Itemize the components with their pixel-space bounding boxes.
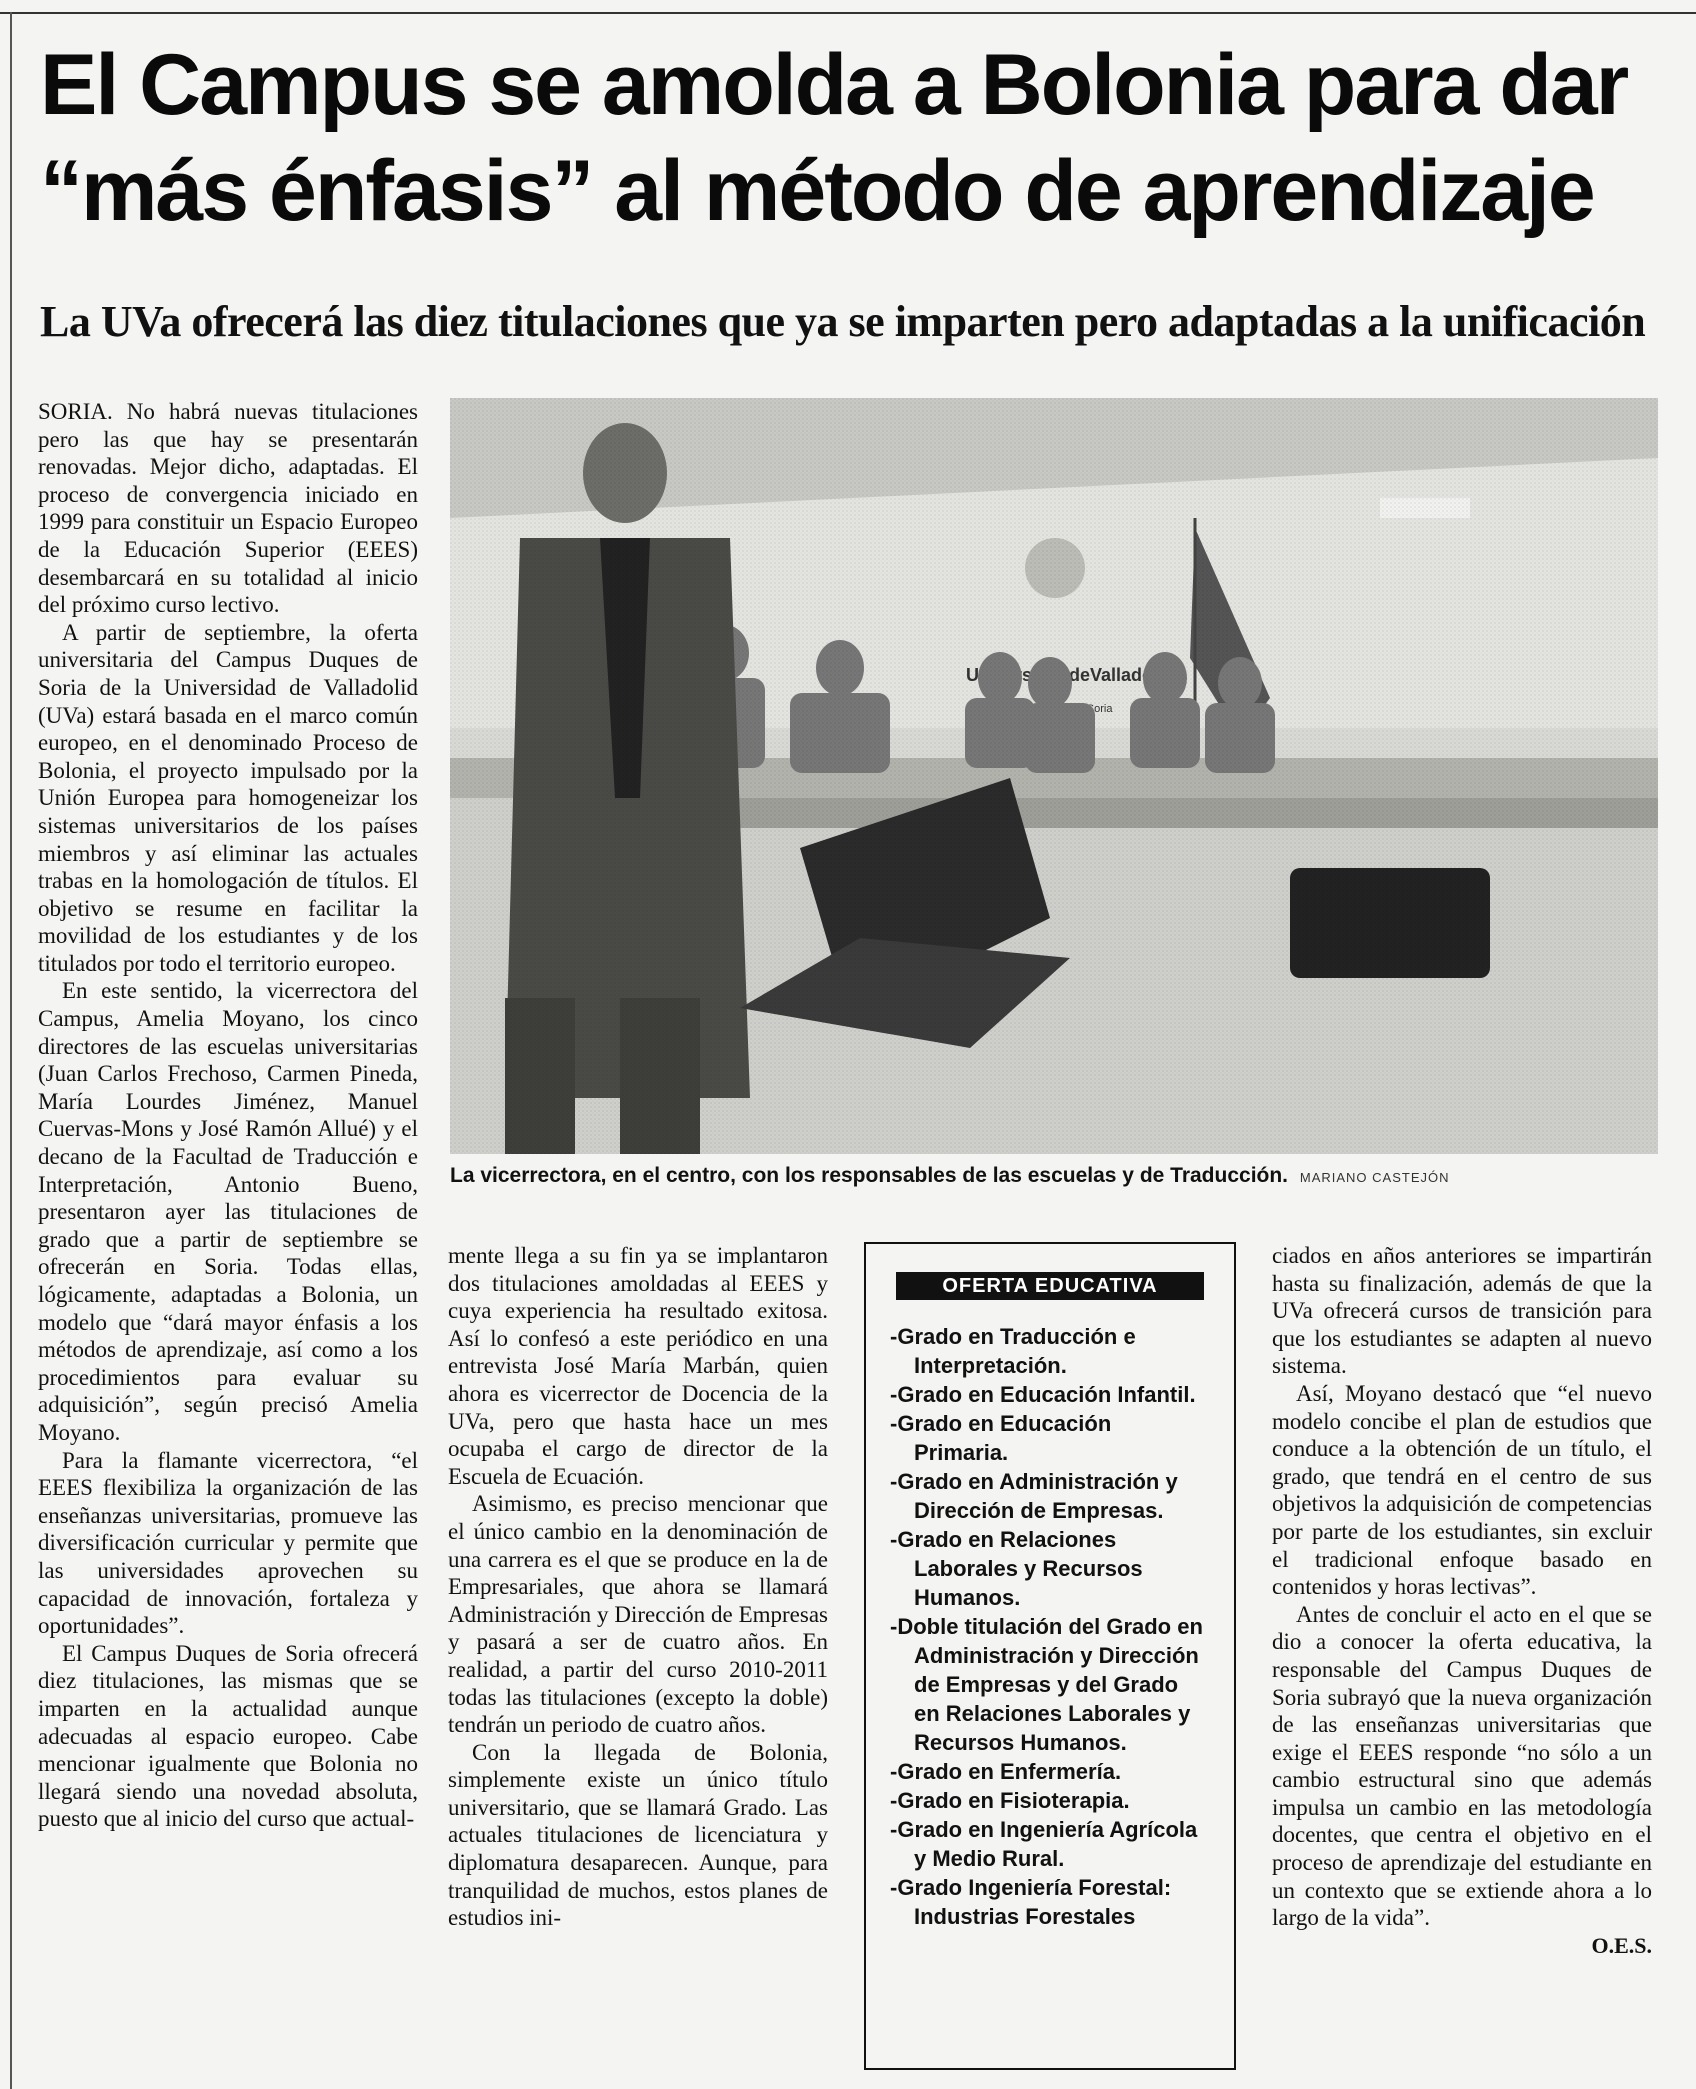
paragraph: mente llega a su fin ya se implantaron dos titulaciones amoldadas al EEES y cuya experiencia ha resultado exitosa. Así lo confesó a este periódico en una entrevista José María Marbán, quien ahora es vicerrector de Docencia de la UVa, pero que hasta hace un mes ocupaba el cargo de director de la Escuela de Ecuación.	[448, 1243, 828, 1489]
author-signature: O.E.S.	[1591, 1932, 1652, 1958]
paragraph: El Campus Duques de Soria ofrecerá diez titulaciones, las mismas que se imparten en la actualidad aunque adecuadas al espacio europeo. Cabe mencionar igualmente que Bolonia no llegará siendo una novedad absoluta, puesto que al inicio del curso que actual-	[38, 1640, 418, 1832]
list-item: -Grado en Enfermería.	[890, 1759, 1122, 1784]
left-rule	[10, 12, 12, 2089]
list-item: -Doble titulación del Grado en Administración y Dirección de Empresas y del Grado en Relaciones Laborales y Recursos Humanos.	[890, 1614, 1203, 1755]
paragraph: En este sentido, la vicerrectora del Campus, Amelia Moyano, los cinco directores de las escuelas universitarias (Juan Carlos Frechoso, Carmen Pineda, María Lourdes Jiménez, Manuel Cuervas-Mons y José Ramón Allué) y el decano de la Facultad de Traducción e Interpretación, Antonio Bueno, presentaron ayer las titulaciones de grado que a partir de septiembre se ofrecerán en Soria. Todas ellas, lógicamente, adaptadas a Bolonia, un modelo que “dará mayor énfasis a los métodos de aprendizaje, así como a los procedimientos para evaluar su adquisición”, según precisó Amelia Moyano.	[38, 978, 418, 1445]
degree-list	[866, 1322, 1234, 1931]
list-item: -Grado en Educación Primaria.	[890, 1411, 1112, 1465]
paragraph: Para la flamante vicerrectora, “el EEES flexibiliza la organización de las enseñanzas universitarias, promueve las diversificación curricular y permite que las universidades aprovechen su capacidad de innovación, fortaleza y oportunidades”.	[38, 1447, 418, 1639]
box-title: OFERTA EDUCATIVA	[896, 1272, 1204, 1300]
paragraph: Así, Moyano destacó que “el nuevo modelo concibe el plan de estudios que conduce a la obtención de un título, el grado, que tendrá en el centro de sus objetivos la adquisición de competencias por parte de los estudiantes, sin excluir el tradicional enfoque basado en contenidos y horas lectivas”.	[1272, 1380, 1652, 1600]
list-item: -Grado en Administración y Dirección de Empresas.	[890, 1469, 1178, 1523]
paragraph: Asimismo, es preciso mencionar que el único cambio en la denominación de una carrera es el que se produce en la de Empresariales, que ahora se llamará Administración y Dirección de Empresas y pasará a ser de cuatro años. En realidad, a partir del curso 2010-2011 todas las titulaciones (excepto la doble) tendrán un periodo de cuatro años.	[448, 1491, 828, 1738]
paragraph: A partir de septiembre, la oferta universitaria del Campus Duques de Soria de la Universidad de Valladolid (UVa) estará basada en el marco común europeo, en el denominado Proceso de Bolonia, el proyecto impulsado por la Unión Europea para homogeneizar los sistemas universitarios de los países miembros y así eliminar las actuales trabas en la homologación de títulos. El objetivo se resume en facilitar la movilidad de los estudiantes y de los titulados por todo el territorio europeo.	[38, 619, 418, 976]
list-item: -Grado en Relaciones Laborales y Recursos Humanos.	[890, 1527, 1143, 1610]
article-column-4	[1272, 1242, 1652, 1959]
paragraph: Con la llegada de Bolonia, simplemente existe un único título universitario, que se llamará Grado. Las actuales titulaciones de licenciatura y diplomatura desaparecen. Aunque, para tranquilidad de muchos, estos planes de estudios ini-	[448, 1739, 828, 1931]
list-item: -Grado en Educación Infantil.	[890, 1382, 1196, 1407]
article-column-1	[38, 398, 418, 1833]
headline: El Campus se amolda a Bolonia para dar “más énfasis” al método de aprendizaje	[40, 37, 1628, 239]
caption-text: La vicerrectora, en el centro, con los responsables de las escuelas y de Traducción.	[450, 1164, 1289, 1187]
list-item: -Grado en Ingeniería Agrícola y Medio Rural.	[890, 1817, 1198, 1871]
photo-credit: MARIANO CASTEJÓN	[1299, 1170, 1450, 1185]
photo-icon	[450, 398, 1658, 1154]
article-column-2	[448, 1242, 828, 1932]
list-item: -Grado Ingeniería Forestal: Industrias Forestales	[890, 1875, 1172, 1929]
paragraph: ciados en años anteriores se impartirán hasta su finalización, además de que la UVa ofrecerá cursos de transición para que los estudiantes se adapten al nuevo sistema.	[1272, 1243, 1652, 1379]
list-item: -Grado en Fisioterapia.	[890, 1788, 1130, 1813]
top-rule	[0, 12, 1696, 14]
article-photo	[450, 398, 1658, 1154]
paragraph: Antes de concluir el acto en el que se dio a conocer la oferta educativa, la responsable del Campus Duques de Soria subrayó que la nueva organización de las enseñanzas universitarias que exige el EEES responde “no sólo a un cambio estructural sino que además impulsa un cambio en las metodología docentes, que centra el objetivo en el proceso de aprendizaje del estudiante en un contexto que se extiende ahora a lo largo de la vida”.	[1272, 1601, 1652, 1931]
list-item: -Grado en Traducción e Interpretación.	[890, 1324, 1136, 1378]
subheadline: La UVa ofrecerá las diez titulaciones que ya se imparten pero adaptadas a la unificación	[40, 297, 1646, 346]
education-offer-box	[864, 1242, 1236, 2070]
paragraph: SORIA. No habrá nuevas titulaciones pero las que hay se presentarán renovadas. Mejor dicho, adaptadas. El proceso de convergencia iniciado en 1999 para constituir un Espacio Europeo de la Educación Superior (EEES) desembarcará en su totalidad al inicio del próximo curso lectivo.	[38, 399, 418, 618]
photo-caption	[450, 1162, 1670, 1192]
